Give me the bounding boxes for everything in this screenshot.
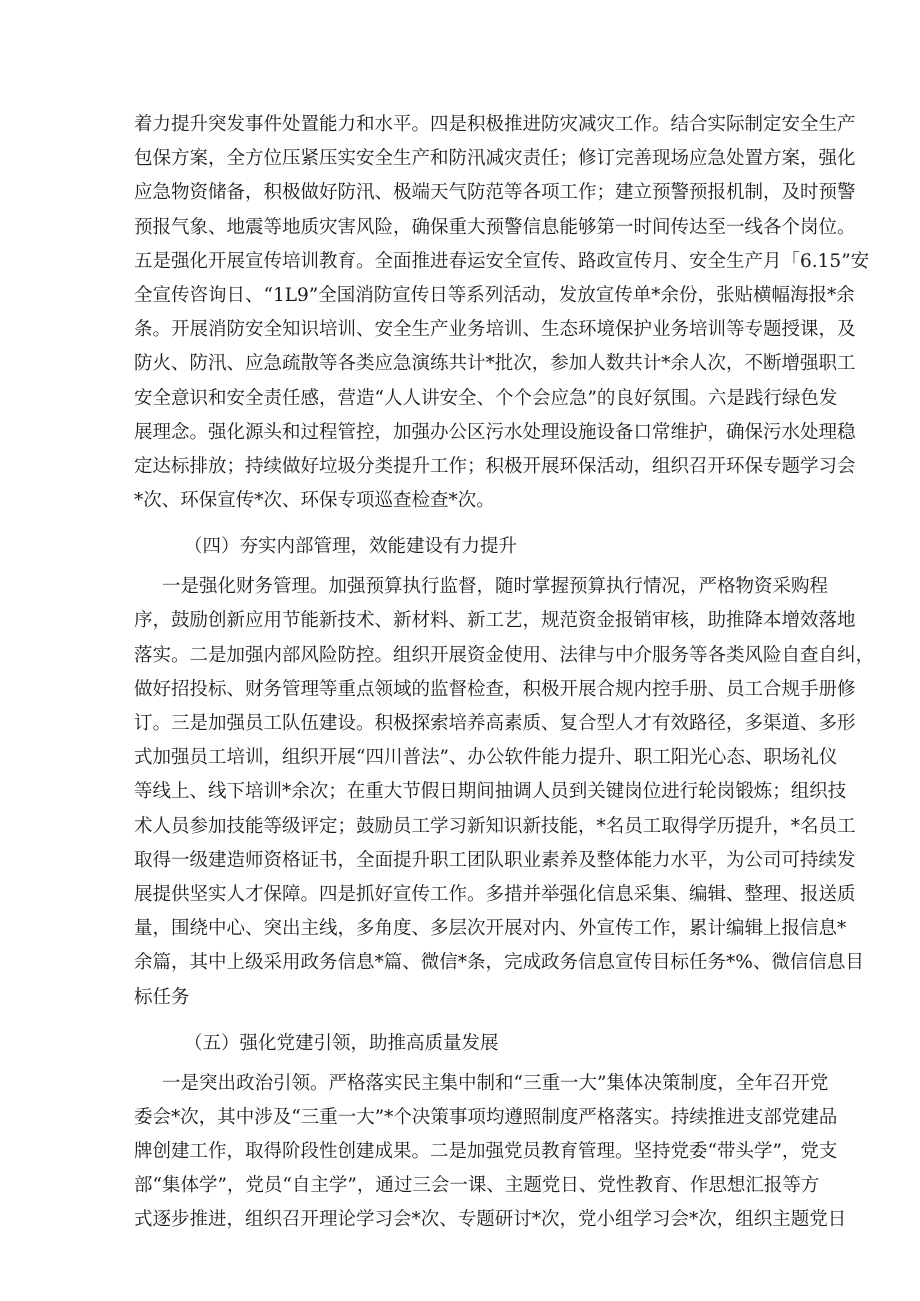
paragraph-line: 术人员参加技能等级评定；鼓励员工学习新知识新技能，*名员工取得学历提升，*名员工 — [134, 815, 856, 837]
paragraph-line: 防火、防汛、应急疏散等各类应急演练共计*批次，参加人数共计*余人次，不断增强职工 — [134, 353, 856, 375]
section-5-heading: （五）强化党建引领，助推高质量发展 — [184, 1032, 499, 1054]
paragraph-line: 部“集体学”，党员“自主学”，通过三会一课、主题党日、党性教育、作思想汇报等方 — [134, 1175, 820, 1197]
paragraph-line: 展理念。强化源头和过程管控，加强办公区污水处理设施设备口常维护，确保污水处理稳 — [134, 421, 856, 443]
paragraph-line: 做好招投标、财务管理等重点领域的监督检查，积极开展合规内控手册、员工合规手册修 — [134, 678, 856, 700]
paragraph-line: 量，围绕中心、突出主线，多角度、多层次开展对内、外宣传工作，累计编辑上报信息* — [134, 918, 847, 940]
paragraph-line: 全宣传咨询日、“1L9”全国消防宣传日等系列活动，发放宣传单*余份，张贴横幅海报*余 — [134, 284, 855, 306]
paragraph-line: 序，鼓励创新应用节能新技术、新材料、新工艺，规范资金报销审核，助推降本增效落地 — [134, 610, 856, 632]
paragraph-line: 式加强员工培训，组织开展“四川普法”、办公软件能力提升、职工阳光心态、职场礼仪 — [134, 747, 838, 769]
paragraph-line: 式逐步推进，组织召开理论学习会*次、专题研讨*次，党小组学习会*次，组织主题党日 — [134, 1209, 847, 1231]
paragraph-line: *次、环保宣传*次、环保专项巡查检查*次。 — [134, 490, 495, 512]
paragraph-line: 牌创建工作，取得阶段性创建成果。二是加强党员教育管理。坚持党委“带头学”，党支 — [134, 1141, 838, 1163]
paragraph-line: 定达标排放；持续做好垃圾分类提升工作；积极开展环保活动，组织召开环保专题学习会 — [134, 455, 856, 477]
paragraph-line: 预报气象、地震等地质灾害风险，确保重大预警信息能够第一时间传达至一线各个岗位。 — [134, 216, 856, 238]
paragraph-line: 应急物资储备，积极做好防汛、极端天气防范等各项工作；建立预警预报机制，及时预警 — [134, 182, 856, 204]
paragraph-line: 委会*次，其中涉及“三重一大”*个决策事项均遵照制度严格落实。持续推进支部党建品 — [134, 1106, 838, 1128]
paragraph-line: 落实。二是加强内部风险防控。组织开展资金使用、法律与中介服务等各类风险自查自纠， — [134, 644, 875, 666]
section-4-body — [134, 570, 875, 1014]
paragraph-line: 包保方案，全方位压紧压实安全生产和防汛减灾责任；修订完善现场应急处置方案，强化 — [134, 148, 856, 170]
paragraph-line: 余篇，其中上级采用政务信息*篇、微信*条，完成政务信息宣传目标任务*%、微信信息目 — [134, 952, 864, 974]
section-3-body — [134, 108, 870, 518]
paragraph-line: 着力提升突发事件处置能力和水平。四是积极推进防灾减灾工作。结合实际制定安全生产 — [134, 114, 856, 135]
paragraph-line: 取得一级建造师资格证书，全面提升职工团队职业素养及整体能力水平，为公司可持续发 — [134, 849, 856, 871]
paragraph-line: 一是强化财务管理。加强预算执行监督，随时掌握预算执行情况，严格物资采购程 — [162, 576, 829, 598]
paragraph-line: 条。开展消防安全知识培训、安全生产业务培训、生态环境保护业务培训等专题授课，及 — [134, 319, 856, 341]
paragraph-line: 一是突出政治引领。严格落实民主集中制和“三重一大”集体决策制度，全年召开党 — [162, 1072, 829, 1094]
paragraph-line: 标任务 — [134, 986, 190, 1008]
section-5-body — [134, 1067, 847, 1238]
paragraph-line: 等线上、线下培训*余次；在重大节假日期间抽调人员到关键岗位进行轮岗锻炼；组织技 — [134, 781, 847, 803]
paragraph-line: 展提供坚实人才保障。四是抓好宣传工作。多措并举强化信息采集、编辑、整理、报送质 — [134, 883, 856, 905]
section-4-heading: （四）夯实内部管理，效能建设有力提升 — [184, 536, 518, 558]
paragraph-line: 五是强化开展宣传培训教育。全面推进春运安全宣传、路政宣传月、安全生产月「6.15”安 — [134, 250, 870, 272]
paragraph-line: 安全意识和安全责任感，营造“人人讲安全、个个会应急”的良好氛围。六是践行绿色发 — [134, 387, 838, 409]
paragraph-line: 订。三是加强员工队伍建设。积极探索培养高素质、复合型人才有效路径，多渠道、多形 — [134, 713, 856, 734]
